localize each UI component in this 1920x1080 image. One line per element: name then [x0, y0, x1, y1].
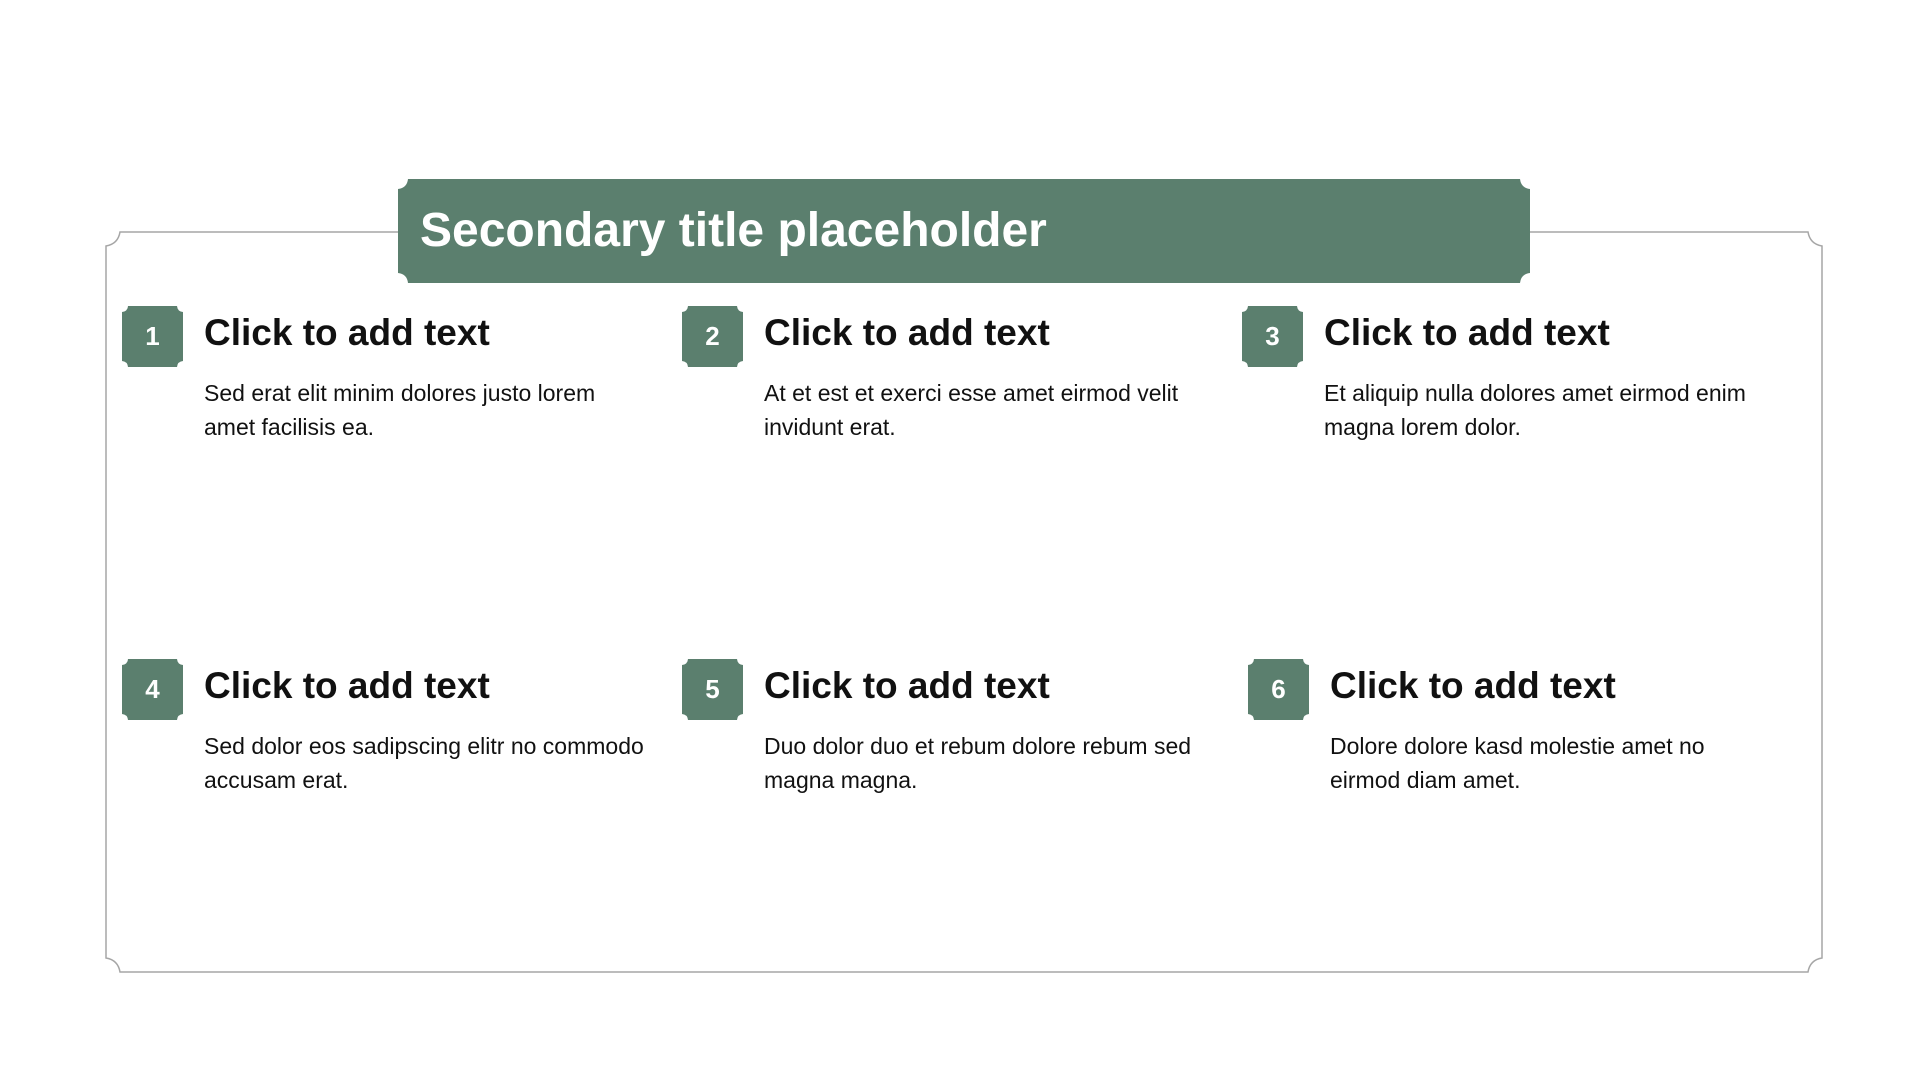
badge-number: 3: [1265, 321, 1280, 351]
item-body[interactable]: Duo dolor duo et rebum dolore rebum sed magna magna.: [764, 733, 1192, 793]
item-heading[interactable]: Click to add text: [204, 665, 490, 706]
item-body[interactable]: Sed dolor eos sadipscing elitr no commodo accusam erat.: [204, 733, 644, 793]
badge-number: 5: [705, 674, 720, 704]
number-badge: [122, 306, 183, 367]
badge-number: 6: [1271, 674, 1286, 704]
item-body[interactable]: Dolore dolore kasd molestie amet no eirmod diam amet.: [1330, 733, 1705, 793]
title-banner: [398, 179, 1530, 283]
item-heading[interactable]: Click to add text: [1324, 312, 1610, 353]
item-body[interactable]: Et aliquip nulla dolores amet eirmod enim magna lorem dolor.: [1324, 380, 1746, 440]
number-badge: [1242, 306, 1303, 367]
number-badge: [682, 659, 743, 720]
number-badge: [682, 306, 743, 367]
item-heading[interactable]: Click to add text: [204, 312, 490, 353]
slide-title[interactable]: Secondary title placeholder: [420, 204, 1047, 257]
item-heading[interactable]: Click to add text: [764, 665, 1050, 706]
item-body[interactable]: Sed erat elit minim dolores justo lorem amet facilisis ea.: [204, 380, 596, 440]
number-badge: [1248, 659, 1309, 720]
number-badge: [122, 659, 183, 720]
badge-number: 2: [705, 321, 720, 351]
item-body[interactable]: At et est et exerci esse amet eirmod velit invidunt erat.: [764, 380, 1179, 440]
badge-number: 4: [145, 674, 160, 704]
item-heading[interactable]: Click to add text: [764, 312, 1050, 353]
item-heading[interactable]: Click to add text: [1330, 665, 1616, 706]
badge-number: 1: [145, 321, 160, 351]
